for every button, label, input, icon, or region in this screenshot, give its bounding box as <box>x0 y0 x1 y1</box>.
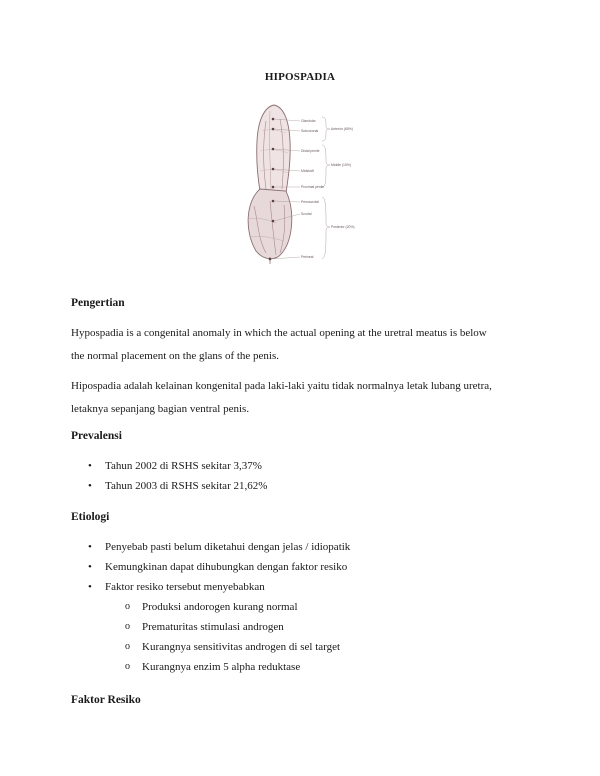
list-item: • Tahun 2002 di RSHS sekitar 3,37% <box>88 456 267 476</box>
figure-label: Penoscrotal <box>301 200 319 204</box>
paragraph-line: Hypospadia is a congenital anomaly in which the actual opening at the uretral meatus is below <box>71 327 487 339</box>
etiologi-sublist <box>125 597 340 677</box>
heading-prevalensi: Prevalensi <box>71 430 122 442</box>
figure-label: Scrotal <box>301 212 312 216</box>
anatomy-illustration <box>236 101 358 267</box>
sub-list-item: o Prematuritas stimulasi androgen <box>125 617 340 637</box>
page-title: HIPOSPADIA <box>264 71 336 83</box>
paragraph-line: the normal placement on the glans of the penis. <box>71 350 280 362</box>
etiologi-list <box>88 537 350 597</box>
anatomy-figure <box>236 101 358 267</box>
figure-label: Proximal penile <box>301 185 325 189</box>
prevalensi-list <box>88 456 267 496</box>
paragraph-definition-english <box>71 322 531 368</box>
figure-group-label: Middle (15%) <box>331 163 351 167</box>
list-item: • Tahun 2003 di RSHS sekitar 21,62% <box>88 476 267 496</box>
heading-faktor-resiko: Faktor Resiko <box>71 694 141 706</box>
heading-pengertian: Pengertian <box>71 297 125 309</box>
figure-label: Glandular <box>301 119 316 123</box>
figure-group-label: Posterior (20%) <box>331 225 355 229</box>
figure-label: Distal penile <box>301 149 320 153</box>
sub-list-item: o Kurangnya sensitivitas androgen di sel target <box>125 637 340 657</box>
heading-etiologi: Etiologi <box>71 511 110 523</box>
paragraph-line: letaknya sepanjang bagian ventral penis. <box>71 403 250 415</box>
list-item: • Kemungkinan dapat dihubungkan dengan faktor resiko <box>88 557 350 577</box>
paragraph-line: Hipospadia adalah kelainan kongenital pada laki-laki yaitu tidak normalnya letak lubang uretra, <box>71 380 492 392</box>
figure-group-label: Anterior (65%) <box>331 127 353 131</box>
paragraph-definition-indonesian <box>71 375 531 421</box>
sub-list-item: o Kurangnya enzim 5 alpha reduktase <box>125 657 340 677</box>
figure-label: Subcoronal <box>301 129 319 133</box>
sub-list-item: o Produksi andorogen kurang normal <box>125 597 340 617</box>
list-item: • Penyebab pasti belum diketahui dengan jelas / idiopatik <box>88 537 350 557</box>
list-item: • Faktor resiko tersebut menyebabkan <box>88 577 350 597</box>
figure-label: Perineal <box>301 255 314 259</box>
figure-label: Midshaft <box>301 169 314 173</box>
